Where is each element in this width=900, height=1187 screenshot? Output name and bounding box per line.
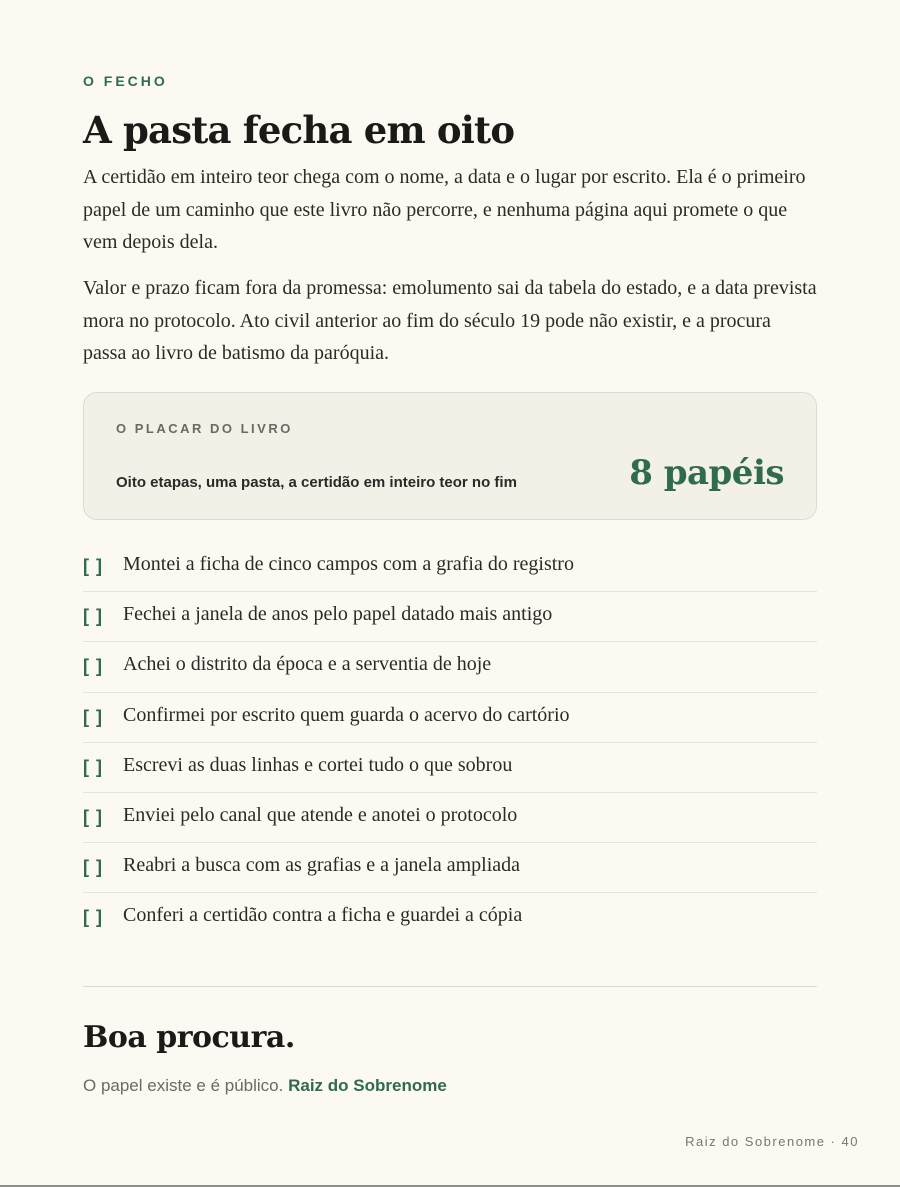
- page-title: A pasta fecha em oito: [83, 108, 515, 152]
- closing-note-text: O papel existe e é público.: [83, 1076, 284, 1095]
- checklist-item[interactable]: [83, 893, 817, 943]
- checklist-item[interactable]: [83, 592, 817, 642]
- scorecard-value: 8 papéis: [629, 453, 784, 493]
- checkbox-icon[interactable]: [ ]: [83, 756, 103, 777]
- brand-name: Raiz do Sobrenome: [288, 1076, 447, 1095]
- checklist-item-label: Confirmei por escrito quem guarda o acervo do cartório: [123, 703, 570, 726]
- checklist-item-label: Enviei pelo canal que atende e anotei o protocolo: [123, 803, 518, 826]
- section-eyebrow: O FECHO: [83, 73, 168, 89]
- checklist: [83, 542, 817, 944]
- checklist-item[interactable]: [83, 743, 817, 793]
- checklist-item[interactable]: [83, 542, 817, 592]
- page-footer: Raiz do Sobrenome · 40: [685, 1134, 859, 1149]
- scorecard: [83, 392, 817, 520]
- checkbox-icon[interactable]: [ ]: [83, 556, 103, 576]
- checklist-item[interactable]: [83, 793, 817, 843]
- scorecard-label: O PLACAR DO LIVRO: [116, 421, 293, 436]
- checklist-item-label: Reabri a busca com as grafias e a janela ampliada: [123, 854, 521, 877]
- scorecard-description: Oito etapas, uma pasta, a certidão em inteiro teor no fim: [116, 474, 517, 491]
- section-divider: [83, 986, 817, 987]
- closing-note: [83, 1076, 447, 1096]
- paragraph-2: Valor e prazo ficam fora da promessa: emolumento sai da tabela do estado, e a data prevista mora no protocolo. Ato civil anterior ao fim do século 19 pode não existir, e a procura passa ao livro de batismo da paróquia.: [83, 277, 817, 364]
- checklist-item-label: Fechei a janela de anos pelo papel datado mais antigo: [123, 603, 553, 626]
- checklist-item-label: Montei a ficha de cinco campos com a grafia do registro: [123, 553, 574, 575]
- checklist-item[interactable]: [83, 642, 817, 692]
- checkbox-icon[interactable]: [ ]: [83, 706, 103, 727]
- checklist-item-label: Achei o distrito da época e a serventia de hoje: [123, 653, 492, 676]
- checkbox-icon[interactable]: [ ]: [83, 606, 103, 627]
- checklist-item-label: Conferi a certidão contra a ficha e guardei a cópia: [123, 904, 523, 927]
- checklist-item-label: Escrevi as duas linhas e cortei tudo o que sobrou: [123, 753, 513, 776]
- checkbox-icon[interactable]: [ ]: [83, 857, 103, 878]
- checkbox-icon[interactable]: [ ]: [83, 907, 103, 928]
- checklist-item[interactable]: [83, 843, 817, 893]
- checklist-item[interactable]: [83, 693, 817, 743]
- closing-title: Boa procura.: [83, 1020, 295, 1055]
- checkbox-icon[interactable]: [ ]: [83, 656, 103, 677]
- checkbox-icon[interactable]: [ ]: [83, 806, 103, 827]
- paragraph-1: A certidão em inteiro teor chega com o nome, a data e o lugar por escrito. Ela é o primeiro papel de um caminho que este livro não percorre, e nenhuma página aqui promete o que vem depois dela.: [83, 166, 806, 253]
